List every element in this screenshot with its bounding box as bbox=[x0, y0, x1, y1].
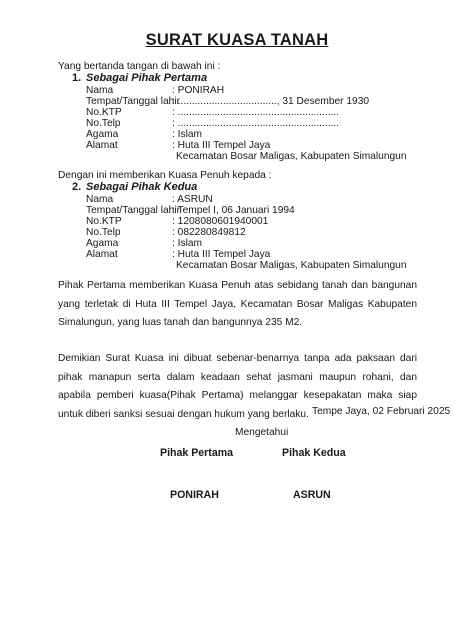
party-one-number: 1. bbox=[72, 72, 82, 84]
party-two-birth-label: Tempat/Tanggal lahir bbox=[86, 205, 181, 216]
transition-text: Dengan ini memberikan Kuasa Penuh kepada : bbox=[58, 170, 272, 181]
place-date: Tempe Jaya, 02 Februari 2025 bbox=[312, 406, 451, 417]
signature-right-title: Pihak Kedua bbox=[282, 447, 346, 459]
party-two-birth-value: : Tempel I, 06 Januari 1994 bbox=[172, 205, 295, 216]
signature-left-name: PONIRAH bbox=[170, 489, 219, 501]
party-one-birth-label: Tempat/Tanggal lahir bbox=[86, 96, 181, 107]
acknowledged-text: Mengetahui bbox=[235, 427, 289, 438]
party-two-religion-value: : Islam bbox=[172, 238, 203, 249]
party-two-address-value: : Huta III Tempel Jaya bbox=[172, 249, 271, 260]
party-one-phone-value: : ......................................................... bbox=[172, 118, 339, 129]
party-two-ktp-label: No.KTP bbox=[86, 216, 122, 227]
party-two-name-value: : ASRUN bbox=[172, 194, 213, 205]
document-title: SURAT KUASA TANAH bbox=[145, 31, 329, 49]
party-two-heading: Sebagai Pihak Kedua bbox=[86, 181, 198, 193]
party-one-heading: Sebagai Pihak Pertama bbox=[86, 72, 208, 84]
party-two-address-label: Alamat bbox=[86, 249, 118, 260]
signature-left-title: Pihak Pertama bbox=[160, 447, 234, 459]
party-one-religion-value: : Islam bbox=[172, 129, 203, 140]
party-one-religion-label: Agama bbox=[86, 129, 119, 140]
party-two-name-label: Nama bbox=[86, 194, 114, 205]
party-one-birth-value: : ..................................., 31 Desember 1930 bbox=[172, 96, 370, 107]
party-two-ktp-value: : 1208080601940001 bbox=[172, 216, 269, 227]
party-one-address-value: : Huta III Tempel Jaya bbox=[172, 140, 271, 151]
party-one-ktp-label: No.KTP bbox=[86, 107, 122, 118]
party-two-address-line2: Kecamatan Bosar Maligas, Kabupaten Simalungun bbox=[176, 260, 407, 271]
party-one-address-label: Alamat bbox=[86, 140, 118, 151]
signature-right-name: ASRUN bbox=[293, 489, 331, 501]
party-one-address-line2: Kecamatan Bosar Maligas, Kabupaten Simalungun bbox=[176, 151, 407, 162]
party-one-name-value: : PONIRAH bbox=[172, 85, 225, 96]
intro-text: Yang bertanda tangan di bawah ini : bbox=[58, 61, 221, 72]
party-one-phone-label: No.Telp bbox=[86, 118, 121, 129]
party-two-number: 2. bbox=[72, 181, 82, 193]
party-two-phone-label: No.Telp bbox=[86, 227, 121, 238]
party-one-name-label: Nama bbox=[86, 85, 114, 96]
party-one-ktp-value: : ......................................................... bbox=[172, 107, 339, 118]
statement-paragraph: Pihak Pertama memberikan Kuasa Penuh atas sebidang tanah dan bangunan yang terletak di Huta III Tempel Jaya, Kecamatan Bosar Maligas Kabupaten Simalungun, yang luas tanah dan bangunnya 235 M2. bbox=[58, 280, 417, 328]
party-two-phone-value: : 082280849812 bbox=[172, 227, 246, 238]
closing-paragraph: Demikian Surat Kuasa ini dibuat sebenar-benarnya tanpa ada paksaan dari pihak manapun serta dalam keadaan sehat jasmani maupun rohani, dan apabila pemberi kuasa(Pihak Pertama) melanggar kesepakatan maka siap untuk diberi sanksi sesuai dengan hukum yang berlaku. bbox=[58, 353, 417, 420]
party-two-religion-label: Agama bbox=[86, 238, 119, 249]
